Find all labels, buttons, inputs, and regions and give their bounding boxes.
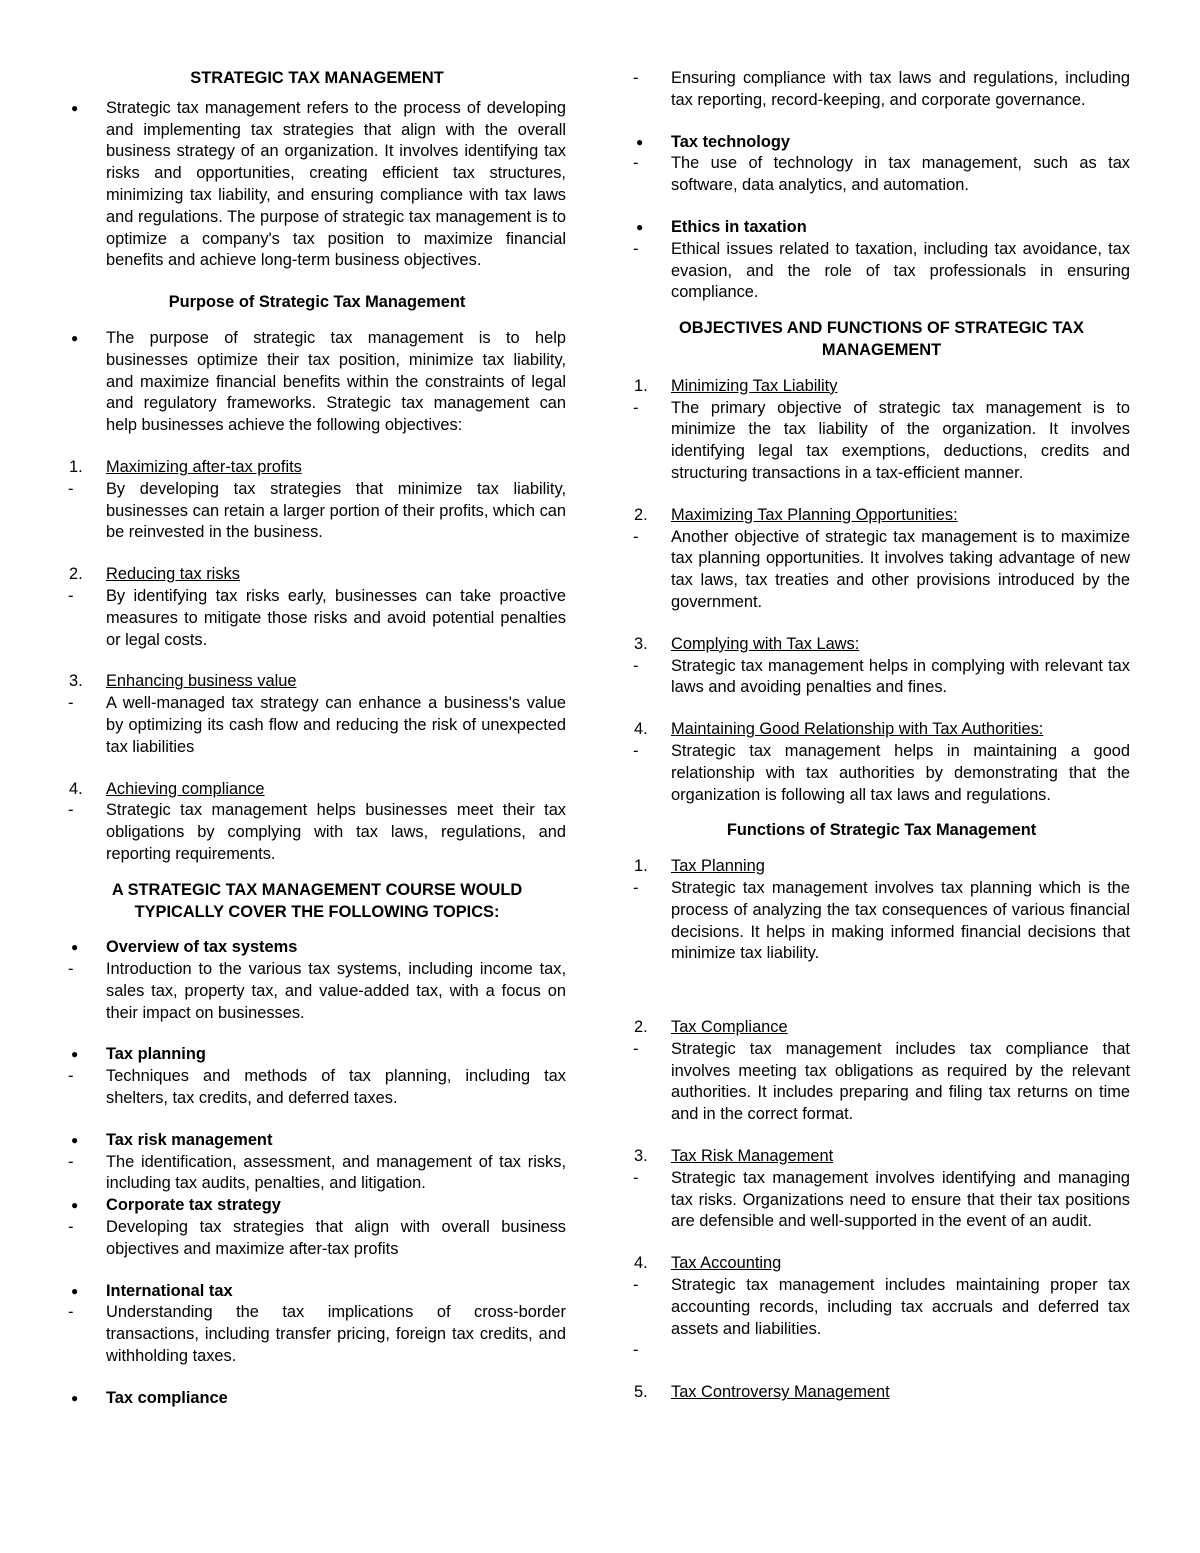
left-column — [68, 68, 566, 1410]
list-item-objective-desc: - Strategic tax management helps in maintaining a good relationship with tax authorities by demonstrating that the organization is following all tax laws and regulations. — [633, 741, 1130, 804]
document-title: STRATEGIC TAX MANAGEMENT — [190, 69, 444, 87]
dash-icon: - — [633, 398, 639, 417]
dash-icon: - — [68, 586, 74, 605]
dash-icon: - — [68, 960, 74, 979]
dash-icon: - — [68, 479, 74, 498]
list-item-topic-title: ● Ethics in taxation — [633, 217, 1130, 239]
list-item-topic-desc: - Ensuring compliance with tax laws and regulations, including tax reporting, record-keeping, and corporate governance. — [633, 69, 1130, 109]
list-item-topic-desc: - The use of technology in tax management, such as tax software, data analytics, and automation. — [633, 154, 1130, 195]
list-item-function-desc: - Strategic tax management includes maintaining proper tax accounting records, including tax accruals and deferred tax assets and liabilities. — [633, 1276, 1130, 1338]
list-item-objective-desc: - Strategic tax management helps in complying with relevant tax laws and avoiding penalties and fines. — [633, 656, 1130, 697]
list-item-objective-title: 4. Maintaining Good Relationship with Tax Authorities: — [634, 720, 1044, 739]
dash-icon: - — [68, 1303, 74, 1322]
list-item-objective-title: 3. Enhancing business value — [69, 672, 297, 691]
list-item-topic-desc: - Techniques and methods of tax planning, including tax shelters, tax credits, and deferred taxes. — [68, 1067, 566, 1108]
section-heading-functions: Functions of Strategic Tax Management — [726, 821, 1037, 840]
dash-icon: - — [633, 527, 639, 546]
section-heading-course: A STRATEGIC TAX MANAGEMENT COURSE WOULD TYPICALLY COVER THE FOLLOWING TOPICS: — [111, 880, 523, 921]
bullet-icon: ● — [71, 330, 79, 345]
dash-icon: - — [68, 1067, 74, 1086]
list-item-objective-desc: - The primary objective of strategic tax management is to minimize the tax liability of the organization. It involves identifying legal tax exemptions, deductions, credits and structuring transactions in a tax-efficient manner. — [633, 398, 1130, 482]
list-item-topic-title: ● International tax — [68, 1281, 566, 1303]
list-item-topic-title: ● Tax planning — [68, 1044, 566, 1066]
list-item-topic-title: ● Tax compliance — [68, 1388, 566, 1410]
list-item-topic-desc: - Developing tax strategies that align with overall business objectives and maximize after-tax profits — [68, 1218, 566, 1258]
list-item-topic-title: ● Overview of tax systems — [68, 937, 566, 959]
bullet-icon: ● — [71, 1198, 79, 1213]
dash-icon: - — [633, 69, 639, 87]
bullet-icon: ● — [71, 1132, 79, 1147]
list-item-objective-title: 2. Reducing tax risks — [69, 565, 240, 584]
list-item-function-desc: - Strategic tax management involves tax planning which is the process of analyzing the tax consequences of various financial decisions. It helps in making informed financial decisions that minimize tax liability. — [633, 878, 1130, 963]
bullet-icon: ● — [71, 1390, 79, 1405]
list-item-objective-title: 4. Achieving compliance — [69, 779, 265, 798]
dash-icon: - — [633, 1039, 639, 1058]
list-item-topic-title: ● Corporate tax strategy — [68, 1195, 566, 1217]
list-item-function-title: 4. Tax Accounting — [634, 1254, 782, 1273]
dash-icon: - — [633, 1276, 639, 1295]
list-item-objective-title: 1. Maximizing after-tax profits — [69, 457, 302, 476]
bullet-icon: ● — [71, 100, 79, 115]
bullet-icon: ● — [71, 1047, 79, 1062]
dash-icon: - — [68, 1218, 74, 1237]
list-item-empty-dash — [633, 1340, 1130, 1362]
dash-icon: - — [633, 154, 639, 173]
list-item-objective-title: 3. Complying with Tax Laws: — [634, 634, 860, 653]
dash-icon: - — [633, 656, 639, 675]
section-heading-objectives: OBJECTIVES AND FUNCTIONS OF STRATEGIC TAX MANAGEMENT — [679, 319, 1084, 359]
list-item-function-desc: - Strategic tax management includes tax compliance that involves meeting tax obligations as required by the relevant authorities. It includes preparing and filing tax returns on time and in the correct format. — [633, 1039, 1130, 1124]
list-item-topic-title: ● Tax technology — [633, 132, 1130, 154]
dash-icon: - — [633, 1341, 639, 1360]
dash-icon: - — [633, 239, 639, 258]
list-item-objective-desc: - Another objective of strategic tax management is to maximize tax planning opportunities. It involves taking advantage of new tax laws, tax treaties and other provisions introduced by the government. — [633, 527, 1130, 611]
bullet-icon: ● — [636, 134, 644, 149]
dash-icon: - — [633, 1168, 639, 1187]
list-item-topic-desc: - Understanding the tax implications of cross-border transactions, including transfer pricing, foreign tax credits, and withholding taxes. — [68, 1303, 566, 1366]
section-heading-purpose: Purpose of Strategic Tax Management — [168, 293, 466, 312]
purpose-paragraph: ● The purpose of strategic tax management is to help businesses optimize their tax position, minimize tax liability, and maximize financial benefits within the constraints of legal and regulatory frameworks. Strategic tax management can help businesses achieve the following objectives: — [71, 328, 566, 435]
bullet-icon: ● — [71, 1283, 79, 1298]
dash-icon: - — [68, 801, 74, 820]
list-item-function-desc: - Strategic tax management involves identifying and managing tax risks. Organizations need to ensure that their tax positions are defensible and well-supported in the event of an audit. — [633, 1168, 1130, 1231]
dash-icon: - — [68, 694, 74, 713]
list-item-function-title: 5. Tax Controversy Management — [634, 1383, 890, 1402]
list-item-topic-title: ● Tax risk management — [68, 1130, 566, 1152]
list-item-objective-desc: - By developing tax strategies that minimize tax liability, businesses can retain a larger portion of their profits, which can be reinvested in the business. — [68, 479, 566, 542]
bullet-icon: ● — [636, 219, 644, 234]
list-item-topic-desc: - Introduction to the various tax systems, including income tax, sales tax, property tax, and value-added tax, with a focus on their impact on businesses. — [68, 960, 566, 1022]
dash-icon: - — [633, 741, 639, 760]
dash-icon: - — [633, 878, 639, 897]
dash-icon: - — [68, 1152, 74, 1171]
intro-paragraph: ● Strategic tax management refers to the process of developing and implementing tax strategies that align with the overall business strategy of an organization. It involves identifying tax risks and opportunities, creating efficient tax structures, minimizing tax liability, and ensuring compliance with tax laws and regulations. The purpose of strategic tax management is to optimize a company's tax position to maximize financial benefits and achieve long-term business objectives. — [71, 98, 566, 270]
list-item-objective-desc: - A well-managed tax strategy can enhance a business's value by optimizing its cash flow and reducing the risk of unexpected tax liabilities — [68, 694, 566, 756]
list-item-topic-desc: - The identification, assessment, and management of tax risks, including tax audits, penalties, and litigation. — [68, 1152, 566, 1193]
list-item-objective-title: 2. Maximizing Tax Planning Opportunities: — [634, 505, 958, 524]
list-item-function-title: 1. Tax Planning — [634, 857, 765, 876]
list-item-topic-desc: - Ethical issues related to taxation, including tax avoidance, tax evasion, and the role of tax professionals in ensuring compliance. — [633, 239, 1130, 302]
list-item-function-title: 2. Tax Compliance — [634, 1018, 788, 1037]
bullet-icon: ● — [71, 940, 79, 955]
list-item-function-title: 3. Tax Risk Management — [634, 1147, 834, 1166]
list-item-objective-desc: - Strategic tax management helps businesses meet their tax obligations by complying with tax laws, regulations, and reporting requirements. — [68, 801, 566, 863]
right-column — [633, 68, 1130, 1404]
list-item-objective-desc: - By identifying tax risks early, businesses can take proactive measures to mitigate those risks and avoid potential penalties or legal costs. — [68, 586, 566, 649]
list-item-objective-title: 1. Minimizing Tax Liability — [634, 376, 838, 395]
